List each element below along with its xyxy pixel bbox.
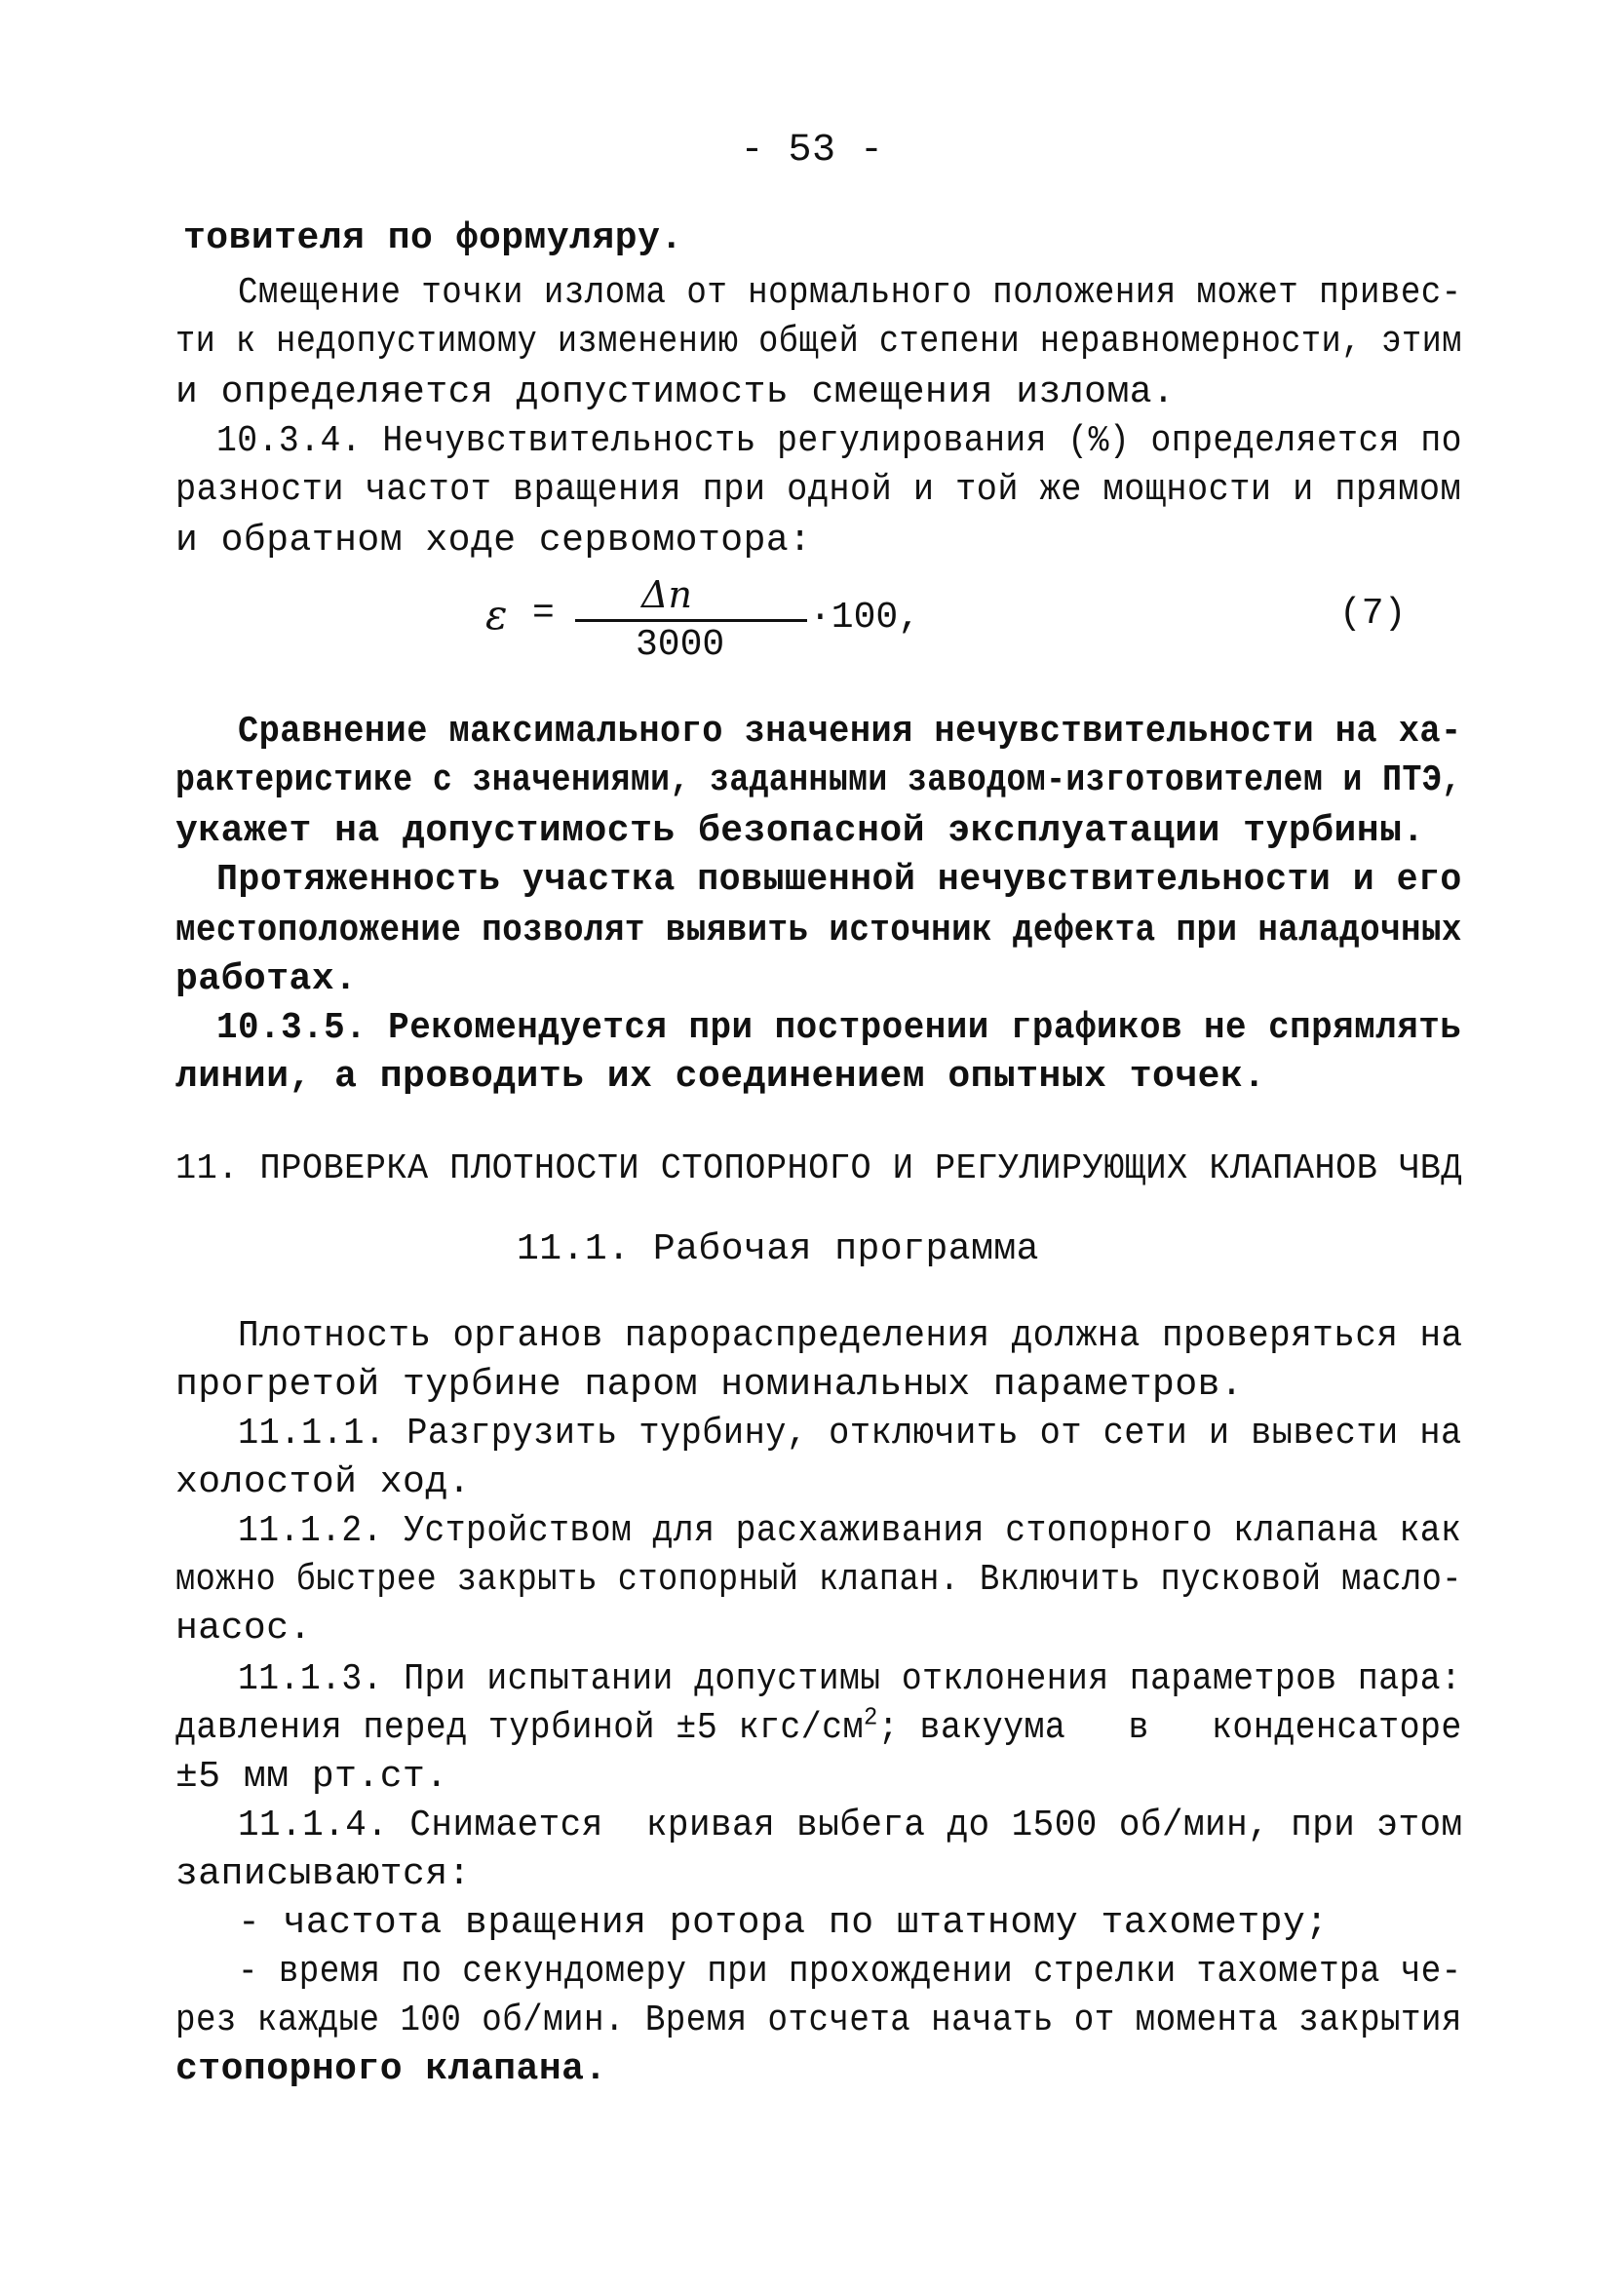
text-line: - частота вращения ротора по штатному тахометру; (238, 1902, 1329, 1944)
text-line-pressure (175, 1702, 1462, 1751)
text-line: насос. (175, 1608, 312, 1650)
text-line: работах. (175, 958, 358, 1000)
text-line: рез каждые 100 об/мин. Время отсчета начать от момента закрытия (175, 2000, 1462, 2041)
text-line: 10.3.4. Нечувствительность регулирования (%) определяется по (216, 420, 1462, 462)
text-line: можно быстрее закрыть стопорный клапан. Включить пусковой масло- (175, 1559, 1462, 1601)
text-line: ти к недопустимому изменению общей степени неравномерности, этим (175, 321, 1462, 363)
text-line: 11.1.1. Разгрузить турбину, отключить от сети и вывести на (238, 1413, 1462, 1455)
text-line: линии, а проводить их соединением опытных точек. (175, 1056, 1266, 1098)
text-line: стопорного клапана. (175, 2048, 607, 2090)
text-line: Сравнение максимального значения нечувствительности на ха- (238, 711, 1462, 753)
text-line: прогретой турбине паром номинальных параметров. (175, 1364, 1244, 1406)
subsection-title: 11.1. Рабочая программа (517, 1228, 1039, 1270)
formula-7 (0, 573, 1624, 671)
formula-reference: (7) (1339, 593, 1407, 635)
text-line: 10.3.5. Рекомендуется при построении графиков не спрямлять (216, 1007, 1462, 1049)
text-line: Плотность органов парораспределения должна проверяться на (238, 1315, 1463, 1357)
superscript-2: 2 (863, 1702, 878, 1732)
formula-numerator: Δn (641, 573, 692, 616)
text-line: Смещение точки излома от нормального положения может привес- (238, 272, 1462, 314)
text-line: 11.1.4. Снимается кривая выбега до 1500 об/мин, при этом (238, 1805, 1463, 1846)
text-line: Протяженность участка повышенной нечувствительности и его (216, 859, 1462, 901)
fraction-bar (575, 619, 807, 622)
text-line: укажет на допустимость безопасной эксплуатации турбины. (175, 810, 1425, 852)
text-line: местоположение позволят выявить источник дефекта при наладочных (175, 910, 1462, 951)
page-number: - 53 - (740, 129, 884, 173)
text-line: холостой ход. (175, 1461, 471, 1503)
section-title: 11. ПРОВЕРКА ПЛОТНОСТИ СТОПОРНОГО И РЕГУЛИРУЮЩИХ КЛАПАНОВ ЧВД (175, 1148, 1463, 1188)
formula-multiplier: ·100, (809, 597, 921, 639)
formula-epsilon: ε (485, 591, 508, 639)
text-line: товителя по формуляру. (183, 217, 683, 259)
formula-equals: = (532, 593, 555, 635)
text-line: 11.1.2. Устройством для расхаживания стопорного клапана как (238, 1510, 1462, 1552)
text-line: и обратном ходе сервомотора: (175, 520, 812, 562)
text-line: ±5 мм рт.ст. (175, 1756, 448, 1798)
text-line: - время по секундомеру при прохождении стрелки тахометра че- (238, 1951, 1462, 1993)
text-line: записываются: (175, 1853, 471, 1895)
text-line: и определяется допустимость смещения излома. (175, 371, 1176, 413)
pressure-text-b: ; вакуума в конденсаторе (877, 1707, 1462, 1749)
text-line: разности частот вращения при одной и той же мощности и прямом (175, 469, 1462, 511)
pressure-text-a: давления перед турбиной ±5 кгс/см (175, 1707, 864, 1749)
text-line: 11.1.3. При испытании допустимы отклонения параметров пара: (238, 1658, 1462, 1700)
formula-denominator: 3000 (636, 624, 725, 666)
text-line: рактеристике с значениями, заданными заводом-изготовителем и ПТЭ, (175, 759, 1462, 801)
